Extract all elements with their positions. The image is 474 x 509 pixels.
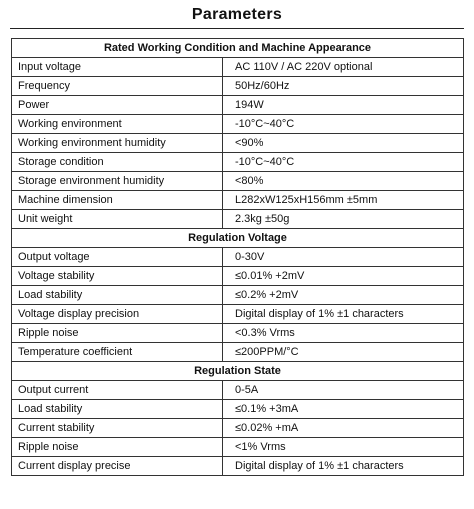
parameter-label: Storage condition xyxy=(12,153,223,172)
parameter-value: ≤0.02% +mA xyxy=(223,419,464,438)
table-row xyxy=(12,77,464,96)
parameter-value: Digital display of 1% ±1 characters xyxy=(223,457,464,476)
parameter-label: Storage environment humidity xyxy=(12,172,223,191)
table-row xyxy=(12,248,464,267)
parameter-label: Input voltage xyxy=(12,58,223,77)
parameter-value: 194W xyxy=(223,96,464,115)
parameter-label: Machine dimension xyxy=(12,191,223,210)
parameter-value: <0.3% Vrms xyxy=(223,324,464,343)
page-title: Parameters xyxy=(191,6,283,23)
section-heading: Regulation Voltage xyxy=(12,229,464,248)
parameter-label: Current stability xyxy=(12,419,223,438)
parameter-label: Output voltage xyxy=(12,248,223,267)
title-divider xyxy=(10,28,464,29)
parameter-value: 2.3kg ±50g xyxy=(223,210,464,229)
parameter-value: ≤0.1% +3mA xyxy=(223,400,464,419)
table-row xyxy=(12,381,464,400)
parameter-value: ≤200PPM/°C xyxy=(223,343,464,362)
parameter-label: Output current xyxy=(12,381,223,400)
table-row xyxy=(12,324,464,343)
parameter-value: 0-5A xyxy=(223,381,464,400)
table-row xyxy=(12,400,464,419)
parameter-value: <90% xyxy=(223,134,464,153)
section-heading: Rated Working Condition and Machine Appearance xyxy=(12,39,464,58)
parameter-label: Current display precise xyxy=(12,457,223,476)
parameter-value: 50Hz/60Hz xyxy=(223,77,464,96)
parameter-label: Power xyxy=(12,96,223,115)
table-row xyxy=(12,419,464,438)
table-row xyxy=(12,96,464,115)
parameter-label: Frequency xyxy=(12,77,223,96)
parameter-value: 0-30V xyxy=(223,248,464,267)
parameter-value: <1% Vrms xyxy=(223,438,464,457)
parameter-value: ≤0.01% +2mV xyxy=(223,267,464,286)
parameter-label: Voltage stability xyxy=(12,267,223,286)
parameter-label: Load stability xyxy=(12,286,223,305)
parameter-label: Unit weight xyxy=(12,210,223,229)
section-heading: Regulation State xyxy=(12,362,464,381)
parameter-value: -10°C~40°C xyxy=(223,153,464,172)
table-row xyxy=(12,115,464,134)
table-row xyxy=(12,305,464,324)
parameter-value: AC 110V / AC 220V optional xyxy=(223,58,464,77)
parameter-value: -10°C~40°C xyxy=(223,115,464,134)
table-row xyxy=(12,153,464,172)
parameter-label: Working environment humidity xyxy=(12,134,223,153)
parameter-label: Temperature coefficient xyxy=(12,343,223,362)
section-header-row xyxy=(12,362,464,381)
table-row xyxy=(12,457,464,476)
table-row xyxy=(12,438,464,457)
table-row xyxy=(12,267,464,286)
table-row xyxy=(12,286,464,305)
parameter-label: Working environment xyxy=(12,115,223,134)
table-row xyxy=(12,134,464,153)
parameter-label: Voltage display precision xyxy=(12,305,223,324)
table-row xyxy=(12,343,464,362)
table-row xyxy=(12,172,464,191)
parameter-label: Ripple noise xyxy=(12,438,223,457)
parameter-value: <80% xyxy=(223,172,464,191)
section-header-row xyxy=(12,39,464,58)
parameter-value: ≤0.2% +2mV xyxy=(223,286,464,305)
section-header-row xyxy=(12,229,464,248)
parameter-label: Ripple noise xyxy=(12,324,223,343)
parameters-table xyxy=(11,38,464,476)
parameter-value: Digital display of 1% ±1 characters xyxy=(223,305,464,324)
parameter-label: Load stability xyxy=(12,400,223,419)
table-row xyxy=(12,210,464,229)
table-row xyxy=(12,58,464,77)
parameter-value: L282xW125xH156mm ±5mm xyxy=(223,191,464,210)
table-row xyxy=(12,191,464,210)
